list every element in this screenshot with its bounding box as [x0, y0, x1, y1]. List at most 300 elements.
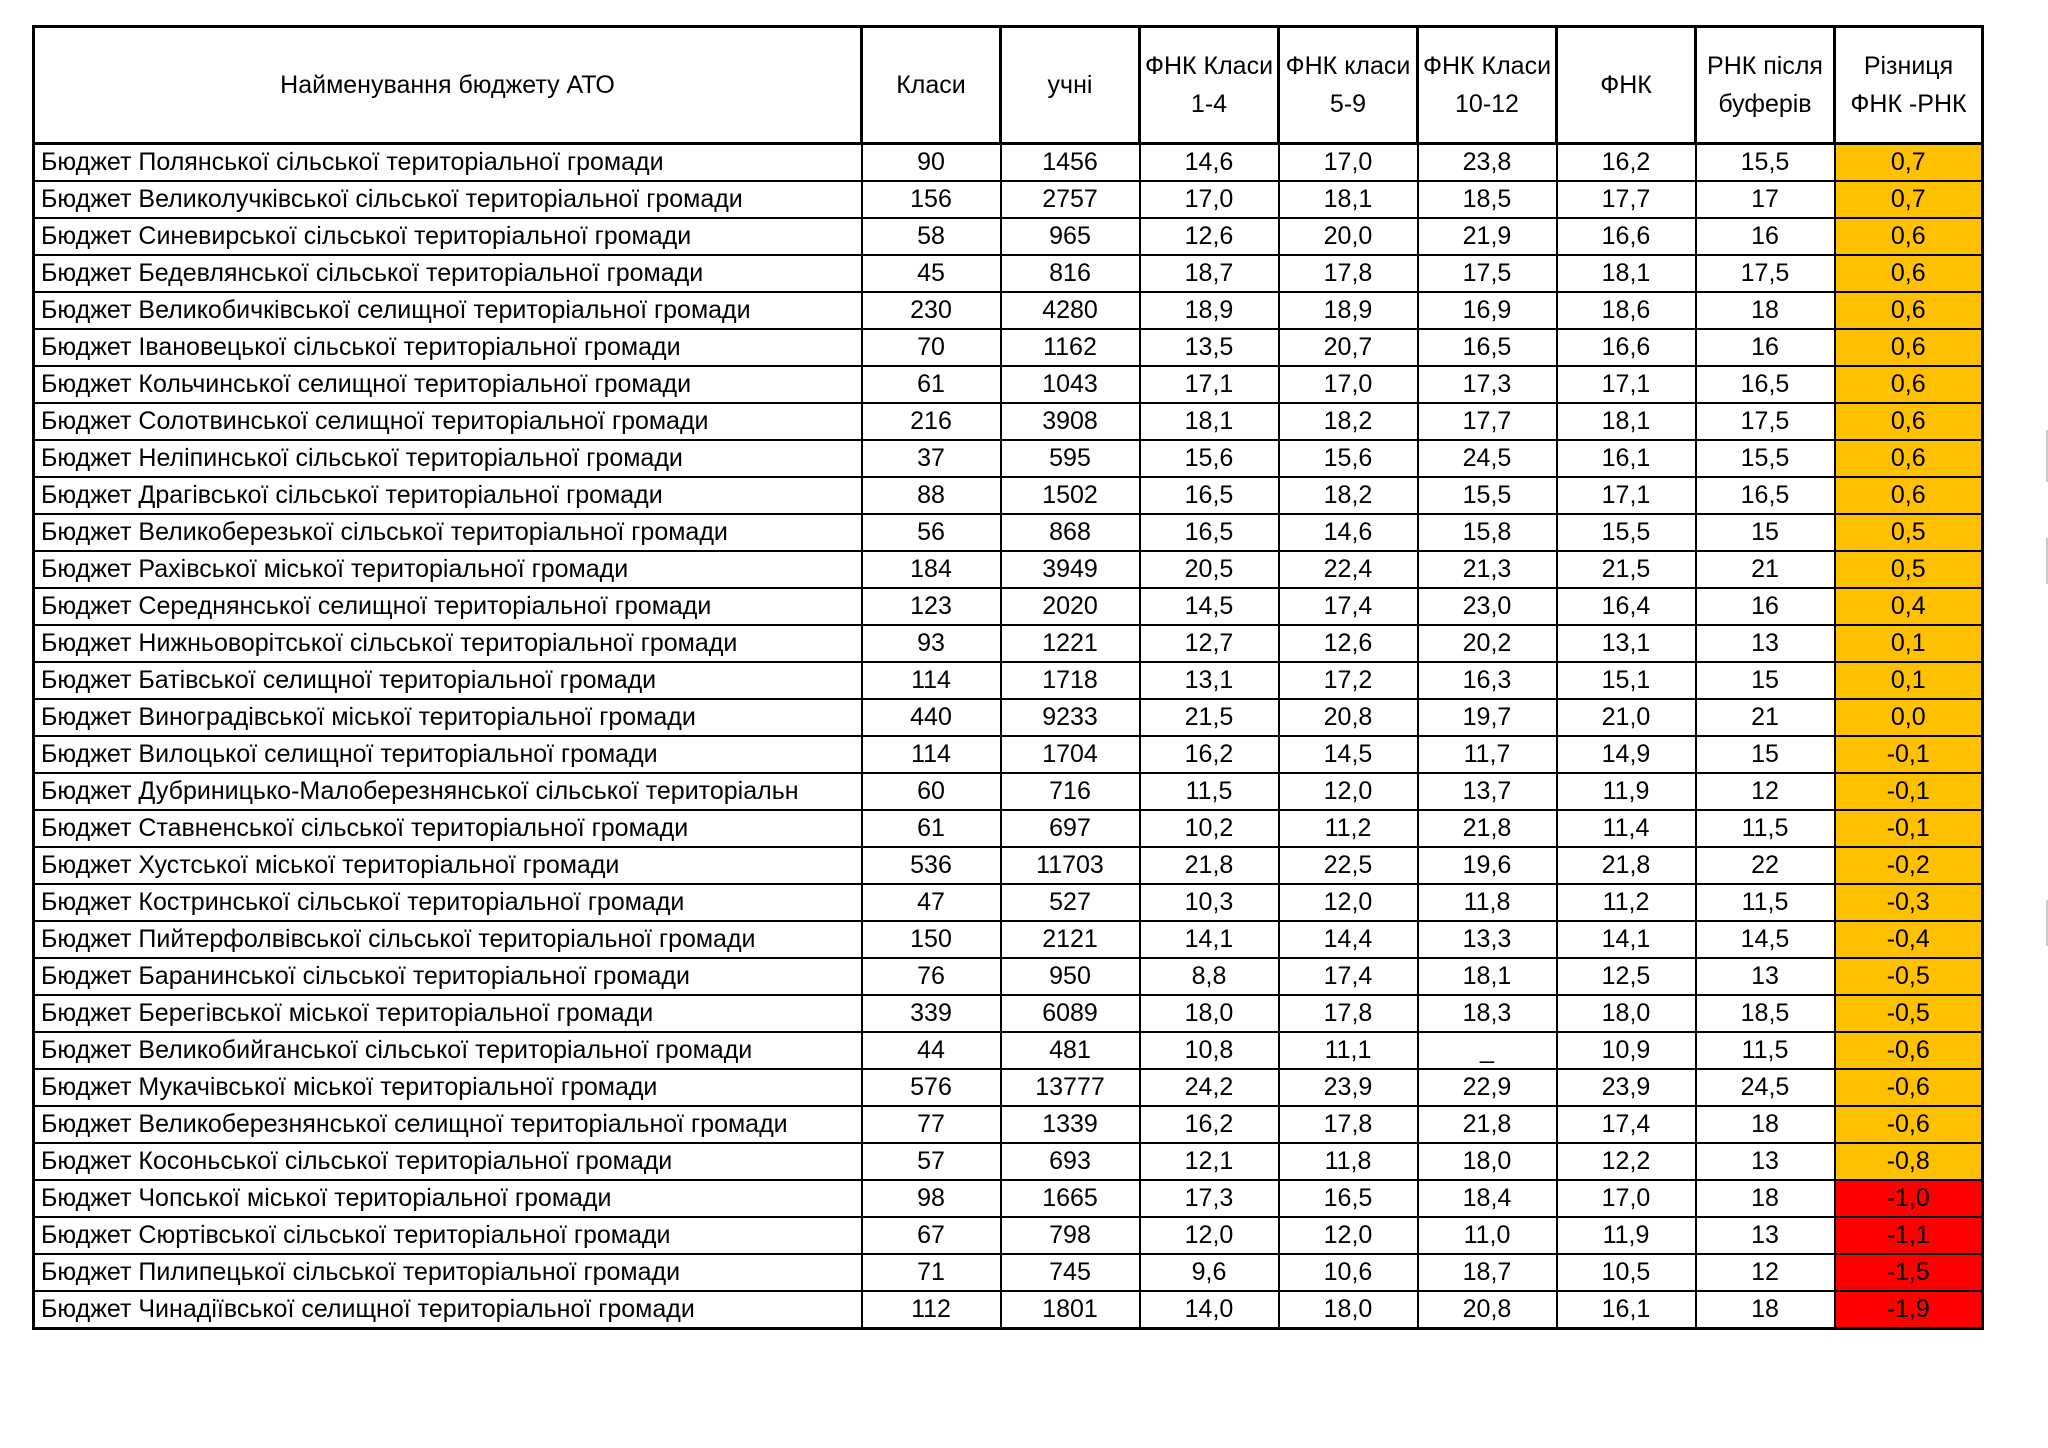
header-row: [34, 27, 1983, 144]
table-row: [34, 255, 1983, 292]
rnk-cell: 14,5: [1696, 921, 1835, 958]
fnk-10-12-cell: 24,5: [1418, 440, 1557, 477]
fnk-5-9-cell: 16,5: [1279, 1180, 1418, 1217]
classes-cell: 88: [862, 477, 1001, 514]
pupils-cell: 868: [1001, 514, 1140, 551]
fnk-1-4-cell: 13,1: [1140, 662, 1279, 699]
fnk-10-12-cell: 11,8: [1418, 884, 1557, 921]
difference-cell: -0,6: [1835, 1069, 1983, 1106]
table-row: [34, 1217, 1983, 1254]
table-row: [34, 292, 1983, 329]
rnk-cell: 17,5: [1696, 255, 1835, 292]
pupils-cell: 1801: [1001, 1291, 1140, 1329]
pupils-cell: 1162: [1001, 329, 1140, 366]
fnk-cell: 12,2: [1557, 1143, 1696, 1180]
budget-name-cell: Бюджет Бедевлянської сільської територіальної громади: [34, 255, 862, 292]
difference-cell: -1,1: [1835, 1217, 1983, 1254]
rnk-cell: 17,5: [1696, 403, 1835, 440]
fnk-10-12-cell: 20,8: [1418, 1291, 1557, 1329]
classes-cell: 114: [862, 736, 1001, 773]
table-row: [34, 514, 1983, 551]
fnk-5-9-cell: 17,0: [1279, 366, 1418, 403]
budget-name-cell: Бюджет Драгівської сільської територіальної громади: [34, 477, 862, 514]
classes-cell: 37: [862, 440, 1001, 477]
fnk-cell: 11,9: [1557, 773, 1696, 810]
classes-cell: 77: [862, 1106, 1001, 1143]
pupils-cell: 1502: [1001, 477, 1140, 514]
classes-cell: 536: [862, 847, 1001, 884]
fnk-5-9-cell: 11,1: [1279, 1032, 1418, 1069]
budget-name-cell: Бюджет Виноградівської міської територіальної громади: [34, 699, 862, 736]
fnk-1-4-cell: 8,8: [1140, 958, 1279, 995]
table-row: [34, 218, 1983, 255]
classes-cell: 90: [862, 144, 1001, 182]
table-row: [34, 144, 1983, 182]
pupils-cell: 1718: [1001, 662, 1140, 699]
table-row: [34, 884, 1983, 921]
fnk-1-4-cell: 18,1: [1140, 403, 1279, 440]
table-row: [34, 736, 1983, 773]
budget-name-cell: Бюджет Пилипецької сільської територіальної громади: [34, 1254, 862, 1291]
table-row: [34, 403, 1983, 440]
budget-name-cell: Бюджет Берегівської міської територіальної громади: [34, 995, 862, 1032]
fnk-cell: 11,2: [1557, 884, 1696, 921]
rnk-cell: 15: [1696, 736, 1835, 773]
table-row: [34, 995, 1983, 1032]
difference-cell: -1,5: [1835, 1254, 1983, 1291]
fnk-5-9-cell: 18,2: [1279, 477, 1418, 514]
table-row: [34, 1106, 1983, 1143]
fnk-cell: 13,1: [1557, 625, 1696, 662]
table-row: [34, 699, 1983, 736]
fnk-1-4-cell: 18,7: [1140, 255, 1279, 292]
fnk-cell: 17,7: [1557, 181, 1696, 218]
budget-name-cell: Бюджет Великоберезької сільської територіальної громади: [34, 514, 862, 551]
fnk-cell: 17,4: [1557, 1106, 1696, 1143]
header-classes: Класи: [862, 27, 1001, 144]
fnk-cell: 11,4: [1557, 810, 1696, 847]
difference-cell: -0,8: [1835, 1143, 1983, 1180]
rnk-cell: 17: [1696, 181, 1835, 218]
fnk-1-4-cell: 17,1: [1140, 366, 1279, 403]
pupils-cell: 1339: [1001, 1106, 1140, 1143]
difference-cell: 0,6: [1835, 403, 1983, 440]
table-row: [34, 181, 1983, 218]
fnk-1-4-cell: 20,5: [1140, 551, 1279, 588]
budget-name-cell: Бюджет Нижньоворітської сільської територіальної громади: [34, 625, 862, 662]
pupils-cell: 2121: [1001, 921, 1140, 958]
fnk-5-9-cell: 11,2: [1279, 810, 1418, 847]
budget-name-cell: Бюджет Косоньської сільської територіальної громади: [34, 1143, 862, 1180]
fnk-1-4-cell: 12,1: [1140, 1143, 1279, 1180]
fnk-cell: 17,1: [1557, 366, 1696, 403]
table-row: [34, 366, 1983, 403]
fnk-1-4-cell: 12,6: [1140, 218, 1279, 255]
difference-cell: -0,3: [1835, 884, 1983, 921]
fnk-cell: 11,9: [1557, 1217, 1696, 1254]
pupils-cell: 745: [1001, 1254, 1140, 1291]
fnk-10-12-cell: 17,3: [1418, 366, 1557, 403]
table-row: [34, 440, 1983, 477]
rnk-cell: 13: [1696, 958, 1835, 995]
rnk-cell: 13: [1696, 1143, 1835, 1180]
rnk-cell: 15,5: [1696, 440, 1835, 477]
classes-cell: 47: [862, 884, 1001, 921]
fnk-1-4-cell: 21,5: [1140, 699, 1279, 736]
pupils-cell: 11703: [1001, 847, 1140, 884]
fnk-1-4-cell: 16,5: [1140, 477, 1279, 514]
fnk-10-12-cell: 16,9: [1418, 292, 1557, 329]
fnk-1-4-cell: 16,2: [1140, 1106, 1279, 1143]
classes-cell: 56: [862, 514, 1001, 551]
fnk-10-12-cell: 16,3: [1418, 662, 1557, 699]
classes-cell: 93: [862, 625, 1001, 662]
fnk-1-4-cell: 15,6: [1140, 440, 1279, 477]
difference-cell: 0,7: [1835, 181, 1983, 218]
difference-cell: -0,6: [1835, 1032, 1983, 1069]
fnk-10-12-cell: 21,8: [1418, 810, 1557, 847]
fnk-10-12-cell: _: [1418, 1032, 1557, 1069]
rnk-cell: 18,5: [1696, 995, 1835, 1032]
fnk-1-4-cell: 14,6: [1140, 144, 1279, 182]
pupils-cell: 798: [1001, 1217, 1140, 1254]
classes-cell: 156: [862, 181, 1001, 218]
fnk-5-9-cell: 14,4: [1279, 921, 1418, 958]
budget-name-cell: Бюджет Синевирської сільської територіальної громади: [34, 218, 862, 255]
fnk-1-4-cell: 12,7: [1140, 625, 1279, 662]
fnk-1-4-cell: 10,2: [1140, 810, 1279, 847]
fnk-cell: 14,1: [1557, 921, 1696, 958]
fnk-10-12-cell: 16,5: [1418, 329, 1557, 366]
header-fnk-10-12: ФНК Класи 10-12: [1418, 27, 1557, 144]
fnk-5-9-cell: 14,5: [1279, 736, 1418, 773]
fnk-1-4-cell: 18,9: [1140, 292, 1279, 329]
pupils-cell: 816: [1001, 255, 1140, 292]
header-fnk-1-4: ФНК Класи 1-4: [1140, 27, 1279, 144]
pupils-cell: 481: [1001, 1032, 1140, 1069]
fnk-10-12-cell: 11,0: [1418, 1217, 1557, 1254]
rnk-cell: 21: [1696, 551, 1835, 588]
rnk-cell: 12: [1696, 773, 1835, 810]
table-row: [34, 625, 1983, 662]
table-row: [34, 773, 1983, 810]
budget-name-cell: Бюджет Вилоцької селищної територіальної громади: [34, 736, 862, 773]
pupils-cell: 9233: [1001, 699, 1140, 736]
fnk-5-9-cell: 12,0: [1279, 1217, 1418, 1254]
rnk-cell: 11,5: [1696, 884, 1835, 921]
fnk-10-12-cell: 17,5: [1418, 255, 1557, 292]
fnk-1-4-cell: 11,5: [1140, 773, 1279, 810]
difference-cell: 0,6: [1835, 329, 1983, 366]
fnk-10-12-cell: 22,9: [1418, 1069, 1557, 1106]
rnk-cell: 16: [1696, 218, 1835, 255]
fnk-5-9-cell: 17,4: [1279, 588, 1418, 625]
fnk-10-12-cell: 13,7: [1418, 773, 1557, 810]
fnk-cell: 10,5: [1557, 1254, 1696, 1291]
fnk-cell: 23,9: [1557, 1069, 1696, 1106]
fnk-cell: 18,6: [1557, 292, 1696, 329]
header-pupils: учні: [1001, 27, 1140, 144]
difference-cell: -0,4: [1835, 921, 1983, 958]
budget-name-cell: Бюджет Івановецької сільської територіальної громади: [34, 329, 862, 366]
budget-name-cell: Бюджет Великоберезнянської селищної територіальної громади: [34, 1106, 862, 1143]
fnk-1-4-cell: 14,1: [1140, 921, 1279, 958]
fnk-cell: 16,4: [1557, 588, 1696, 625]
classes-cell: 76: [862, 958, 1001, 995]
fnk-5-9-cell: 18,2: [1279, 403, 1418, 440]
rnk-cell: 15,5: [1696, 144, 1835, 182]
difference-cell: -1,9: [1835, 1291, 1983, 1329]
fnk-1-4-cell: 16,2: [1140, 736, 1279, 773]
fnk-cell: 21,5: [1557, 551, 1696, 588]
table-row: [34, 588, 1983, 625]
table-row: [34, 1254, 1983, 1291]
difference-cell: -0,1: [1835, 736, 1983, 773]
rnk-cell: 11,5: [1696, 810, 1835, 847]
difference-cell: 0,6: [1835, 218, 1983, 255]
difference-cell: -0,6: [1835, 1106, 1983, 1143]
classes-cell: 57: [862, 1143, 1001, 1180]
fnk-5-9-cell: 18,0: [1279, 1291, 1418, 1329]
difference-cell: 0,6: [1835, 255, 1983, 292]
classes-cell: 60: [862, 773, 1001, 810]
difference-cell: 0,5: [1835, 514, 1983, 551]
budget-name-cell: Бюджет Полянської сільської територіальної громади: [34, 144, 862, 182]
rnk-cell: 15: [1696, 662, 1835, 699]
fnk-cell: 17,1: [1557, 477, 1696, 514]
rnk-cell: 16: [1696, 329, 1835, 366]
classes-cell: 576: [862, 1069, 1001, 1106]
difference-cell: 0,4: [1835, 588, 1983, 625]
fnk-cell: 16,1: [1557, 440, 1696, 477]
fnk-5-9-cell: 14,6: [1279, 514, 1418, 551]
rnk-cell: 12: [1696, 1254, 1835, 1291]
table-row: [34, 1180, 1983, 1217]
pupils-cell: 1704: [1001, 736, 1140, 773]
classes-cell: 71: [862, 1254, 1001, 1291]
fnk-5-9-cell: 20,7: [1279, 329, 1418, 366]
rnk-cell: 13: [1696, 625, 1835, 662]
classes-cell: 123: [862, 588, 1001, 625]
fnk-1-4-cell: 16,5: [1140, 514, 1279, 551]
fnk-1-4-cell: 13,5: [1140, 329, 1279, 366]
fnk-5-9-cell: 20,8: [1279, 699, 1418, 736]
fnk-10-12-cell: 21,3: [1418, 551, 1557, 588]
rnk-cell: 18: [1696, 1180, 1835, 1217]
difference-cell: -0,1: [1835, 810, 1983, 847]
classes-cell: 230: [862, 292, 1001, 329]
pupils-cell: 1221: [1001, 625, 1140, 662]
fnk-10-12-cell: 18,3: [1418, 995, 1557, 1032]
rnk-cell: 16: [1696, 588, 1835, 625]
pupils-cell: 595: [1001, 440, 1140, 477]
rnk-cell: 15: [1696, 514, 1835, 551]
difference-cell: -1,0: [1835, 1180, 1983, 1217]
classes-cell: 440: [862, 699, 1001, 736]
fnk-1-4-cell: 18,0: [1140, 995, 1279, 1032]
budget-name-cell: Бюджет Рахівської міської територіальної громади: [34, 551, 862, 588]
fnk-5-9-cell: 23,9: [1279, 1069, 1418, 1106]
pupils-cell: 13777: [1001, 1069, 1140, 1106]
difference-cell: 0,5: [1835, 551, 1983, 588]
rnk-cell: 16,5: [1696, 366, 1835, 403]
fnk-5-9-cell: 12,0: [1279, 773, 1418, 810]
table-row: [34, 329, 1983, 366]
pupils-cell: 3949: [1001, 551, 1140, 588]
fnk-cell: 16,2: [1557, 144, 1696, 182]
table-row: [34, 958, 1983, 995]
budget-name-cell: Бюджет Сюртівської сільської територіальної громади: [34, 1217, 862, 1254]
fnk-cell: 15,1: [1557, 662, 1696, 699]
classes-cell: 61: [862, 810, 1001, 847]
budget-name-cell: Бюджет Пийтерфолвівської сільської територіальної громади: [34, 921, 862, 958]
header-rnk: РНК після буферів: [1696, 27, 1835, 144]
fnk-10-12-cell: 18,5: [1418, 181, 1557, 218]
difference-cell: -0,5: [1835, 995, 1983, 1032]
table-row: [34, 1291, 1983, 1329]
budget-name-cell: Бюджет Ставненської сільської територіальної громади: [34, 810, 862, 847]
rnk-cell: 24,5: [1696, 1069, 1835, 1106]
fnk-10-12-cell: 13,3: [1418, 921, 1557, 958]
fnk-cell: 21,8: [1557, 847, 1696, 884]
classes-cell: 216: [862, 403, 1001, 440]
fnk-10-12-cell: 20,2: [1418, 625, 1557, 662]
difference-cell: 0,1: [1835, 625, 1983, 662]
difference-cell: 0,1: [1835, 662, 1983, 699]
budget-name-cell: Бюджет Хустської міської територіальної громади: [34, 847, 862, 884]
budget-name-cell: Бюджет Баранинської сільської територіальної громади: [34, 958, 862, 995]
budget-name-cell: Бюджет Неліпинської сільської територіальної громади: [34, 440, 862, 477]
fnk-1-4-cell: 12,0: [1140, 1217, 1279, 1254]
classes-cell: 45: [862, 255, 1001, 292]
budget-table: [32, 25, 1984, 1330]
fnk-5-9-cell: 22,5: [1279, 847, 1418, 884]
table-row: [34, 847, 1983, 884]
rnk-cell: 11,5: [1696, 1032, 1835, 1069]
pupils-cell: 4280: [1001, 292, 1140, 329]
difference-cell: 0,6: [1835, 292, 1983, 329]
fnk-5-9-cell: 15,6: [1279, 440, 1418, 477]
pupils-cell: 950: [1001, 958, 1140, 995]
pupils-cell: 1043: [1001, 366, 1140, 403]
fnk-10-12-cell: 15,5: [1418, 477, 1557, 514]
difference-cell: 0,6: [1835, 440, 1983, 477]
classes-cell: 184: [862, 551, 1001, 588]
fnk-5-9-cell: 17,0: [1279, 144, 1418, 182]
difference-cell: -0,5: [1835, 958, 1983, 995]
fnk-5-9-cell: 17,8: [1279, 995, 1418, 1032]
pupils-cell: 693: [1001, 1143, 1140, 1180]
pupils-cell: 2020: [1001, 588, 1140, 625]
fnk-10-12-cell: 19,6: [1418, 847, 1557, 884]
pupils-cell: 3908: [1001, 403, 1140, 440]
fnk-1-4-cell: 9,6: [1140, 1254, 1279, 1291]
table-row: [34, 1143, 1983, 1180]
pupils-cell: 2757: [1001, 181, 1140, 218]
header-fnk: ФНК: [1557, 27, 1696, 144]
pupils-cell: 965: [1001, 218, 1140, 255]
budget-name-cell: Бюджет Великобичківської селищної територіальної громади: [34, 292, 862, 329]
fnk-10-12-cell: 18,7: [1418, 1254, 1557, 1291]
header-fnk-5-9: ФНК класи 5-9: [1279, 27, 1418, 144]
fnk-1-4-cell: 21,8: [1140, 847, 1279, 884]
fnk-cell: 16,6: [1557, 329, 1696, 366]
fnk-1-4-cell: 17,3: [1140, 1180, 1279, 1217]
budget-name-cell: Бюджет Мукачівської міської територіальної громади: [34, 1069, 862, 1106]
classes-cell: 150: [862, 921, 1001, 958]
budget-name-cell: Бюджет Костринської сільської територіальної громади: [34, 884, 862, 921]
fnk-cell: 17,0: [1557, 1180, 1696, 1217]
pupils-cell: 697: [1001, 810, 1140, 847]
pupils-cell: 527: [1001, 884, 1140, 921]
fnk-5-9-cell: 22,4: [1279, 551, 1418, 588]
pupils-cell: 6089: [1001, 995, 1140, 1032]
fnk-1-4-cell: 14,5: [1140, 588, 1279, 625]
fnk-cell: 16,6: [1557, 218, 1696, 255]
classes-cell: 114: [862, 662, 1001, 699]
budget-name-cell: Бюджет Кольчинської селищної територіальної громади: [34, 366, 862, 403]
fnk-5-9-cell: 18,9: [1279, 292, 1418, 329]
budget-name-cell: Бюджет Дубриницько-Малоберезнянської сільської територіальн: [34, 773, 862, 810]
table-row: [34, 921, 1983, 958]
fnk-5-9-cell: 17,2: [1279, 662, 1418, 699]
budget-name-cell: Бюджет Великолучківської сільської територіальної громади: [34, 181, 862, 218]
fnk-5-9-cell: 12,6: [1279, 625, 1418, 662]
fnk-1-4-cell: 10,3: [1140, 884, 1279, 921]
fnk-10-12-cell: 23,0: [1418, 588, 1557, 625]
classes-cell: 58: [862, 218, 1001, 255]
fnk-5-9-cell: 20,0: [1279, 218, 1418, 255]
classes-cell: 98: [862, 1180, 1001, 1217]
fnk-5-9-cell: 10,6: [1279, 1254, 1418, 1291]
fnk-10-12-cell: 15,8: [1418, 514, 1557, 551]
difference-cell: -0,2: [1835, 847, 1983, 884]
difference-cell: 0,0: [1835, 699, 1983, 736]
fnk-cell: 18,1: [1557, 403, 1696, 440]
difference-cell: 0,7: [1835, 144, 1983, 182]
fnk-cell: 18,1: [1557, 255, 1696, 292]
classes-cell: 70: [862, 329, 1001, 366]
budget-name-cell: Бюджет Великобийганської сільської територіальної громади: [34, 1032, 862, 1069]
pupils-cell: 1665: [1001, 1180, 1140, 1217]
budget-name-cell: Бюджет Чопської міської територіальної громади: [34, 1180, 862, 1217]
budget-name-cell: Бюджет Середнянської селищної територіальної громади: [34, 588, 862, 625]
budget-name-cell: Бюджет Солотвинської селищної територіальної громади: [34, 403, 862, 440]
table-row: [34, 662, 1983, 699]
difference-cell: 0,6: [1835, 477, 1983, 514]
fnk-5-9-cell: 11,8: [1279, 1143, 1418, 1180]
difference-cell: -0,1: [1835, 773, 1983, 810]
pupils-cell: 716: [1001, 773, 1140, 810]
fnk-10-12-cell: 21,8: [1418, 1106, 1557, 1143]
fnk-cell: 12,5: [1557, 958, 1696, 995]
table-row: [34, 810, 1983, 847]
table-row: [34, 1032, 1983, 1069]
fnk-10-12-cell: 19,7: [1418, 699, 1557, 736]
classes-cell: 112: [862, 1291, 1001, 1329]
rnk-cell: 13: [1696, 1217, 1835, 1254]
fnk-5-9-cell: 17,8: [1279, 255, 1418, 292]
fnk-5-9-cell: 17,8: [1279, 1106, 1418, 1143]
fnk-cell: 16,1: [1557, 1291, 1696, 1329]
fnk-cell: 21,0: [1557, 699, 1696, 736]
table-row: [34, 551, 1983, 588]
fnk-cell: 14,9: [1557, 736, 1696, 773]
fnk-1-4-cell: 17,0: [1140, 181, 1279, 218]
fnk-1-4-cell: 14,0: [1140, 1291, 1279, 1329]
fnk-cell: 10,9: [1557, 1032, 1696, 1069]
fnk-5-9-cell: 12,0: [1279, 884, 1418, 921]
